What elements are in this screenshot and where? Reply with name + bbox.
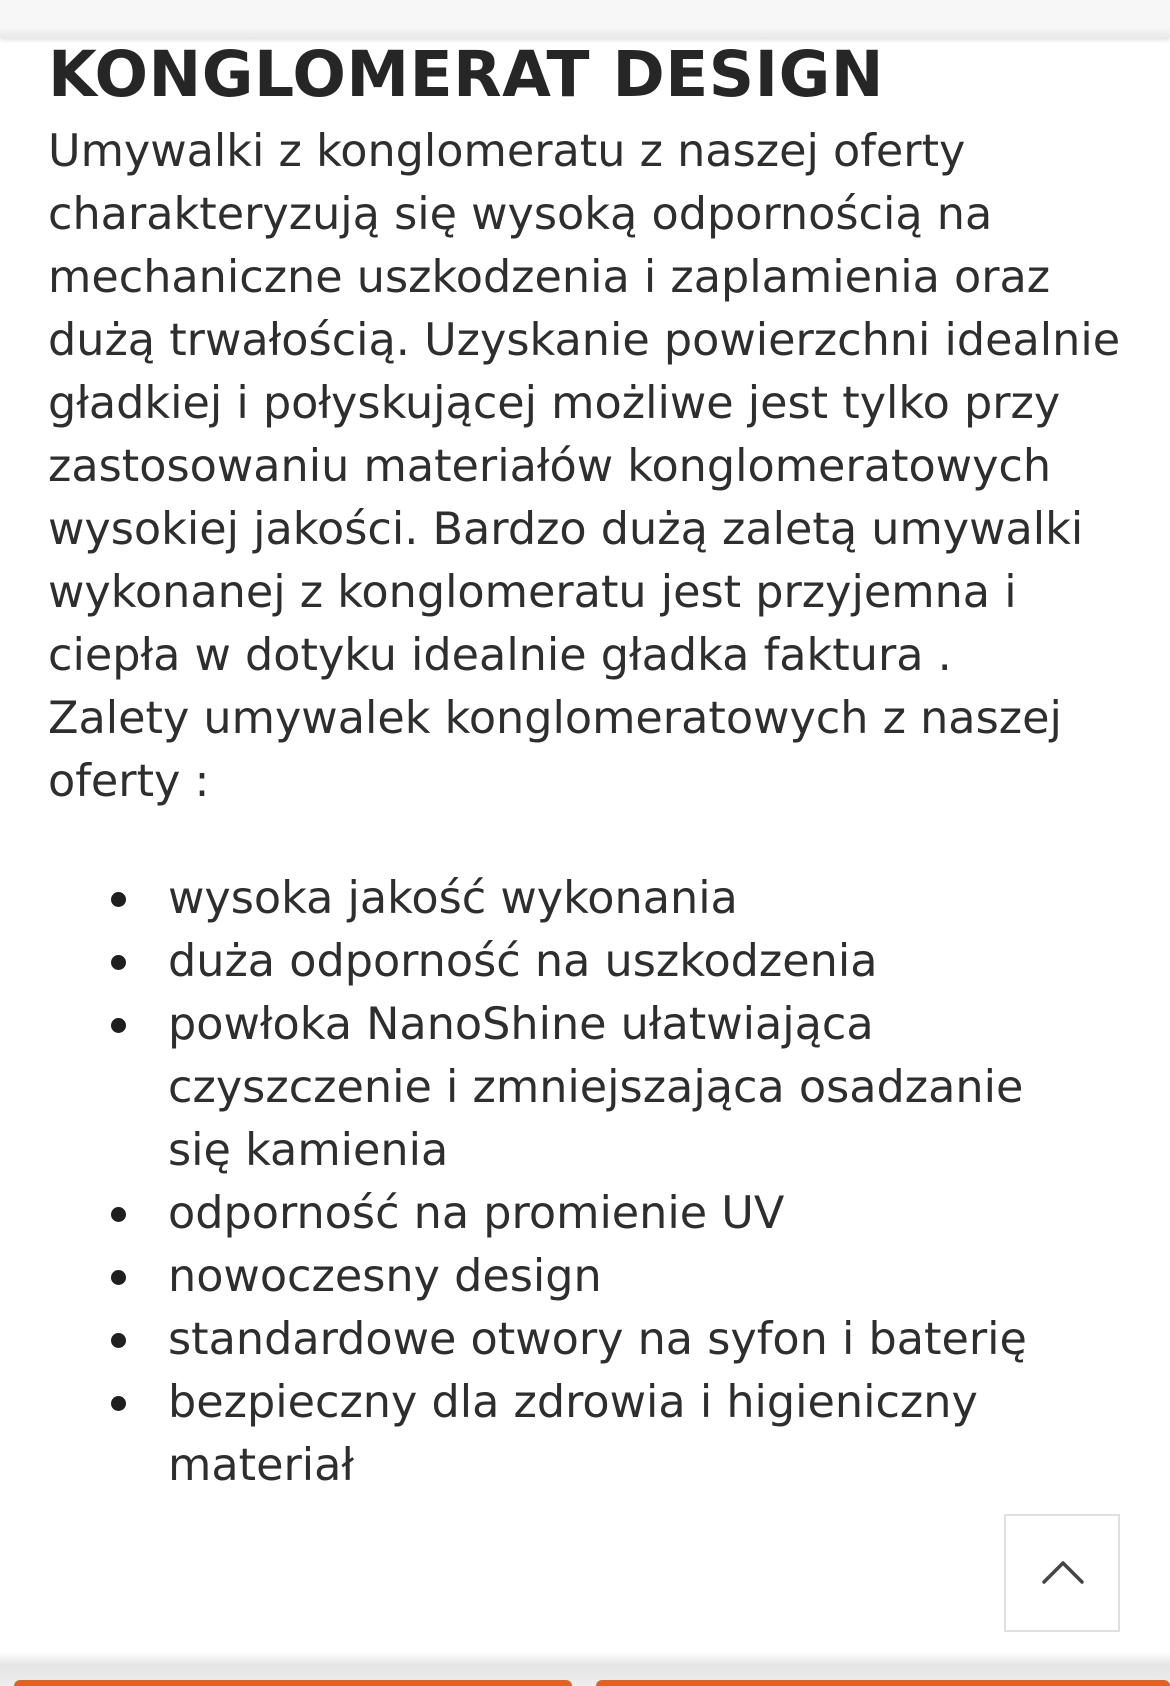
bottom-action-button-left[interactable] (14, 1680, 572, 1686)
article-title: KONGLOMERAT DESIGN (48, 38, 885, 111)
list-item-text: bezpieczny dla zdrowia i higieniczny materiał (168, 1377, 978, 1491)
features-list (48, 867, 1088, 1497)
list-item-text: wysoka jakość wykonania (168, 873, 738, 924)
list-item (48, 1245, 1088, 1308)
list-item (48, 1182, 1088, 1245)
description-paragraph: Umywalki z konglomeratu z naszej oferty charakteryzują się wysoką odpornością na mechaniczne uszkodzenia i zaplamienia oraz dużą trwałością. Uzyskanie powierzchni idealnie gładkiej i połyskującej możliwe jest tylko przy zastosowaniu materiałów konglomeratowych wysokiej jakości. Bardzo dużą zaletą umywalki wykonanej z konglomeratu jest przyjemna i ciepła w dotyku idealnie gładka faktura . (48, 126, 1121, 681)
list-item (48, 930, 1088, 993)
list-item-text: nowoczesny design (168, 1251, 602, 1302)
list-item-text: duża odporność na uszkodzenia (168, 936, 878, 987)
article-content (48, 30, 1123, 1497)
bullet-icon (111, 1333, 126, 1348)
bullet-icon (111, 892, 126, 907)
list-item (48, 993, 1088, 1182)
bullet-icon (111, 955, 126, 970)
scroll-to-top-button[interactable] (1004, 1514, 1120, 1632)
bullet-icon (111, 1018, 126, 1033)
advantages-intro: Zalety umywalek konglomeratowych z naszej oferty : (48, 693, 1062, 807)
list-item (48, 1371, 1088, 1497)
bottom-action-button-right[interactable] (596, 1680, 1170, 1686)
bullet-icon (111, 1396, 126, 1411)
list-item (48, 867, 1088, 930)
list-item-text: standardowe otwory na syfon i baterię (168, 1314, 1027, 1365)
chevron-up-icon (1041, 1556, 1085, 1586)
list-item (48, 1308, 1088, 1371)
list-item-text: powłoka NanoShine ułatwiająca czyszczenie i zmniejszająca osadzanie się kamienia (168, 999, 1024, 1176)
bullet-icon (111, 1270, 126, 1285)
bullet-icon (111, 1207, 126, 1222)
list-item-text: odporność na promienie UV (168, 1188, 785, 1239)
